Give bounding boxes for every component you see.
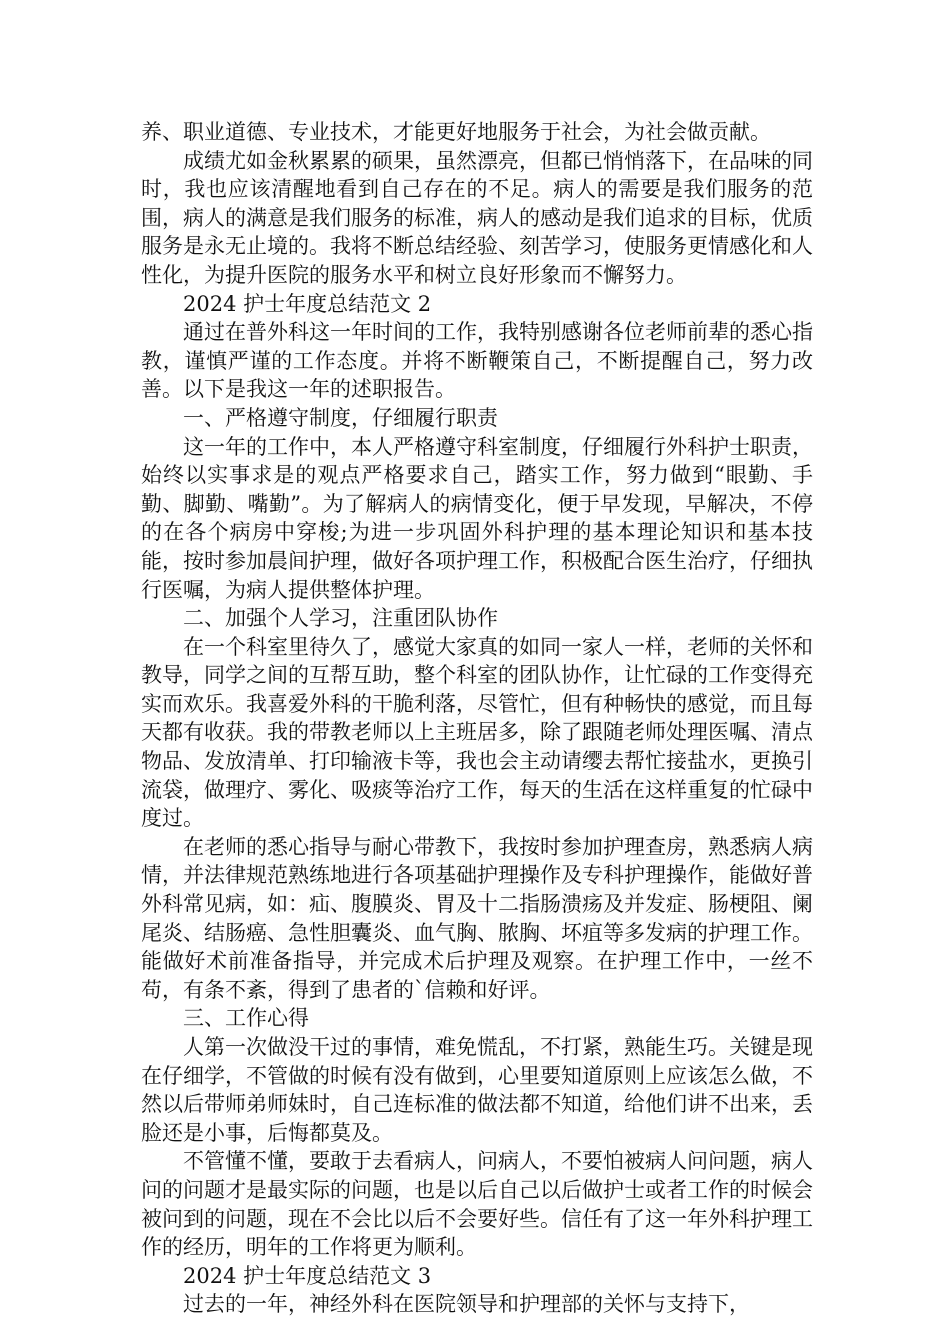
paragraph-continued: 养、职业道德、专业技术，才能更好地服务于社会，为社会做贡献。 — [141, 120, 771, 144]
section-title: 2024 护士年度总结范文 2 — [183, 291, 432, 316]
paragraph: 在老师的悉心指导与耐心带教下，我按时参加护理查房，熟悉病人病情，并法律规范熟练地进行各项基础护理操作及专科护理操作，能做好普外科常见病，如：疝、腹膜炎、胃及十二指肠溃疡及并发症、肠梗阻、阑尾炎、结肠癌、急性胆囊炎、血气胸、脓胸、坏疽等多发病的护理工作。能做好术前准备指导，并完成术后护理及观察。在护理工作中，一丝不苟，有条不紊，得到了患者的`信赖和好评。 — [141, 834, 813, 1002]
paragraph: 成绩尤如金秋累累的硕果，虽然漂亮，但都已悄悄落下，在品味的同时，我也应该清醒地看到自己存在的不足。病人的需要是我们服务的范围，病人的满意是我们服务的标准，病人的感动是我们追求的目标，优质服务是永无止境的。我将不断总结经验、刻苦学习，使服务更情感化和人性化，为提升医院的服务水平和树立良好形象而不懈努力。 — [141, 148, 813, 287]
paragraph: 不管懂不懂，要敢于去看病人，问病人，不要怕被病人问问题，病人问的问题才是最实际的问题，也是以后自己以后做护士或者工作的时候会被问到的问题，现在不会比以后不会要好些。信任有了这一年外科护理工作的经历，明年的工作将更为顺利。 — [141, 1149, 813, 1260]
paragraph: 在一个科室里待久了，感觉大家真的如同一家人一样，老师的关怀和教导，同学之间的互帮互助，整个科室的团队协作，让忙碌的工作变得充实而欢乐。我喜爱外科的干脆利落，尽管忙，但有种畅快的感觉，而且每天都有收获。我的带教老师以上主班居多，除了跟随老师处理医嘱、清点物品、发放清单、打印输液卡等，我也会主动请缨去帮忙接盐水，更换引流袋，做理疗、雾化、吸痰等治疗工作，每天的生活在这样重复的忙碌中度过。 — [141, 634, 813, 831]
document-body — [141, 118, 813, 1319]
section-title: 2024 护士年度总结范文 3 — [183, 1263, 432, 1288]
paragraph: 人第一次做没干过的事情，难免慌乱，不打紧，熟能生巧。关键是现在仔细学，不管做的时候有没有做到，心里要知道原则上应该怎么做，不然以后带师弟师妹时，自己连标准的做法都不知道，给他们讲不出来，丢脸还是小事，后悔都莫及。 — [141, 1035, 813, 1145]
subheading: 一、严格遵守制度，仔细履行职责 — [183, 405, 498, 430]
paragraph: 过去的一年，神经外科在医院领导和护理部的关怀与支持下， — [183, 1292, 750, 1317]
paragraph: 这一年的工作中，本人严格遵守科室制度，仔细履行外科护士职责，始终以实事求是的观点严格要求自己，踏实工作，努力做到“眼勤、手勤、脚勤、嘴勤”。为了解病人的病情变化，便于早发现，早解决，不停的在各个病房中穿梭;为进一步巩固外科护理的基本理论知识和基本技能，按时参加晨间护理，做好各项护理工作，积极配合医生治疗，仔细执行医嘱，为病人提供整体护理。 — [141, 434, 813, 602]
subheading: 三、工作心得 — [183, 1006, 309, 1031]
paragraph: 通过在普外科这一年时间的工作，我特别感谢各位老师前辈的悉心指教，谨慎严谨的工作态度。并将不断鞭策自己，不断提醒自己，努力改善。以下是我这一年的述职报告。 — [141, 320, 813, 402]
subheading: 二、加强个人学习，注重团队协作 — [183, 606, 498, 631]
